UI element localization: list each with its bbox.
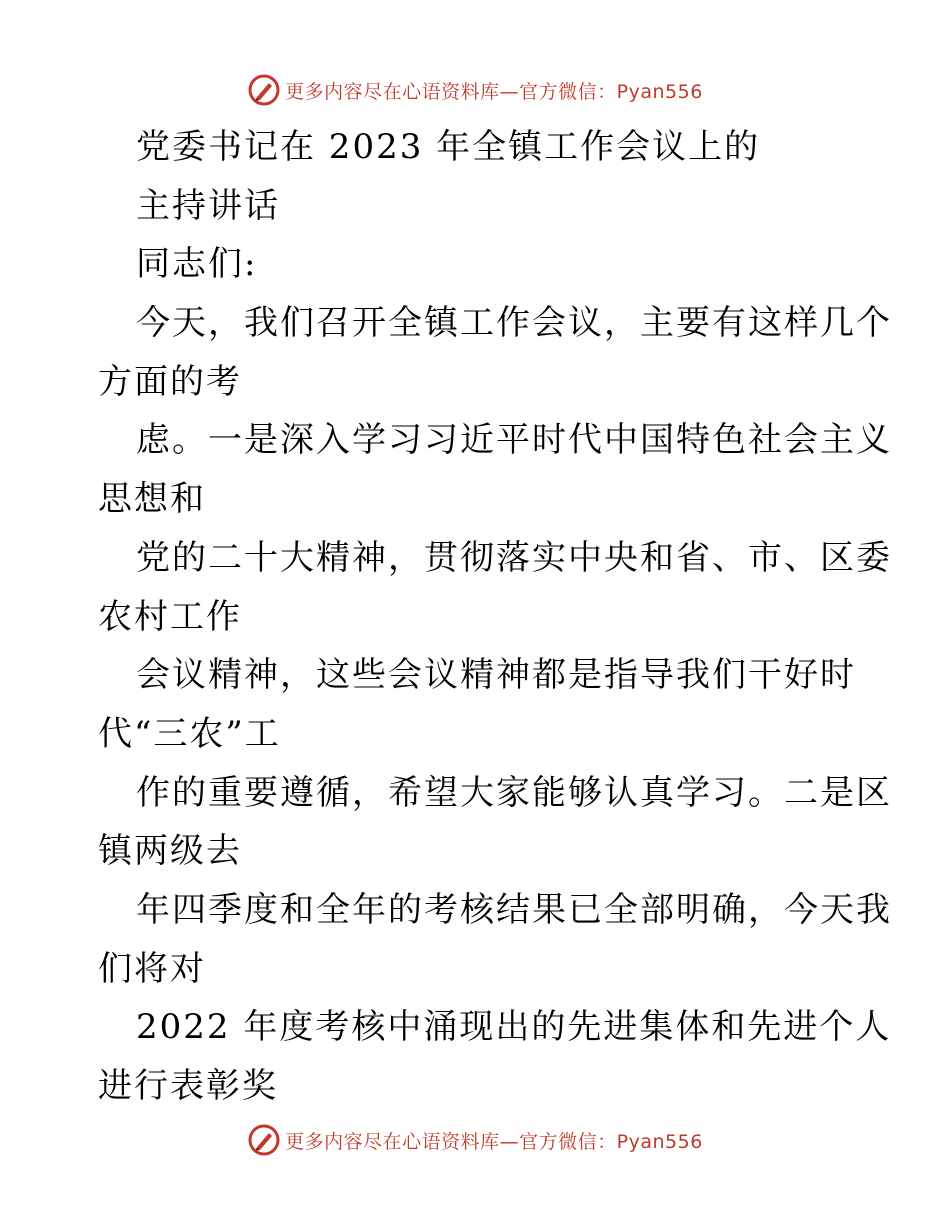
header-watermark (0, 70, 950, 110)
text-line: 作的重要遵循，希望大家能够认真学习。二是区 (136, 772, 892, 813)
document-body (98, 118, 892, 1116)
text-line: 虑。一是深入学习习近平时代中国特色社会主义 (136, 420, 892, 461)
text-line: 今天，我们召开全镇工作会议，主要有这样几个 (136, 303, 892, 344)
pen-logo-icon (247, 1123, 281, 1157)
text-line: 代“三农”工 (98, 713, 281, 754)
text-line: 年四季度和全年的考核结果已全部明确，今天我 (136, 889, 892, 930)
text-line: 2022 年度考核中涌现出的先进集体和先进个人 (136, 1007, 892, 1048)
text-line: 党的二十大精神，贯彻落实中央和省、市、区委 (136, 537, 892, 578)
text-line: 方面的考 (98, 361, 242, 402)
text-line: 会议精神，这些会议精神都是指导我们干好时 (136, 655, 856, 696)
text-line: 同志们: (136, 244, 258, 285)
watermark-text: 更多内容尽在心语资料库—官方微信：Pyan556 (285, 1130, 703, 1153)
footer-watermark (0, 1120, 950, 1160)
text-line: 农村工作 (98, 596, 242, 637)
text-line: 进行表彰奖 (98, 1066, 278, 1106)
text-line: 镇两级去 (98, 831, 242, 872)
pen-logo-icon (247, 73, 281, 107)
watermark-text: 更多内容尽在心语资料库—官方微信：Pyan556 (285, 80, 703, 103)
text-line: 主持讲话 (136, 185, 280, 226)
text-line: 党委书记在 2023 年全镇工作会议上的 (136, 127, 761, 167)
text-line: 思想和 (98, 479, 206, 520)
text-line: 们将对 (98, 948, 206, 989)
